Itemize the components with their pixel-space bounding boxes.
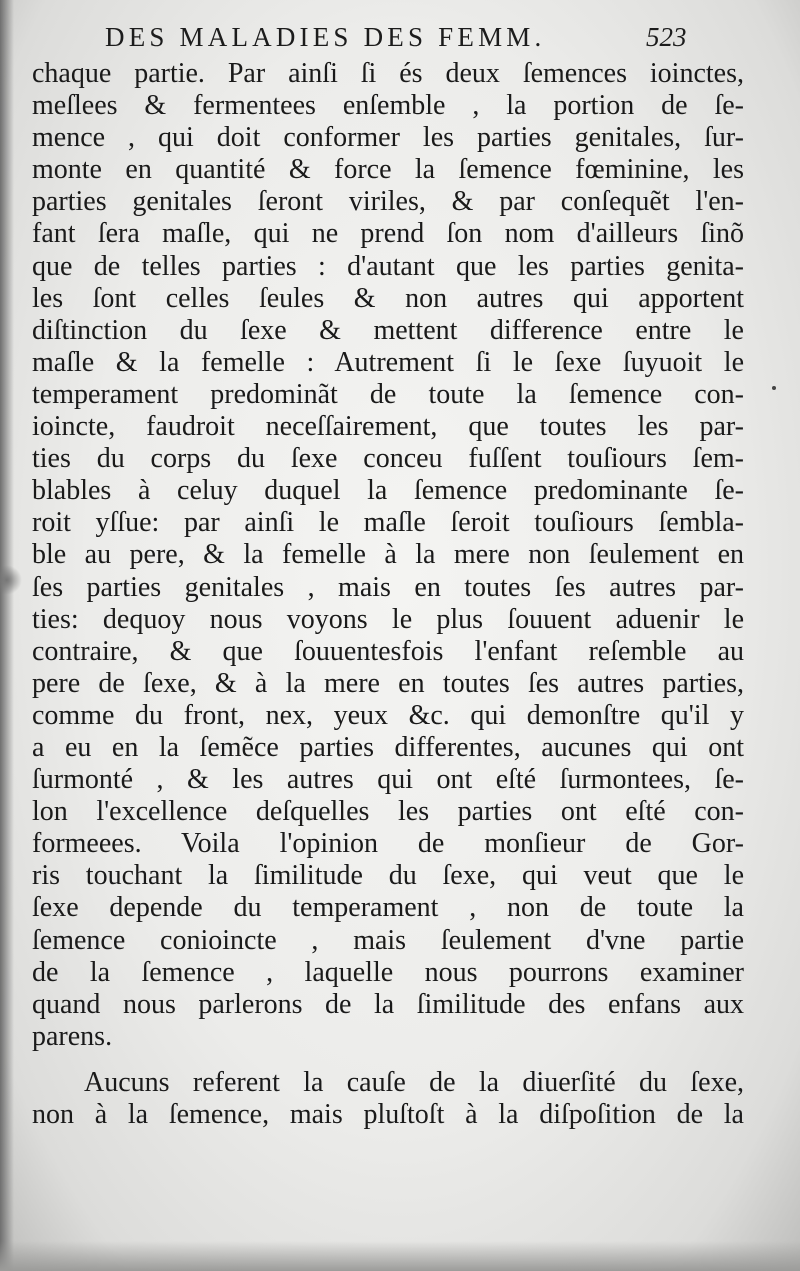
ink-speck [772,386,776,390]
text-line: les ſont celles ſeules & non autres qui apportent [32,282,744,314]
text-line: a eu en la ſemẽce parties differentes, aucunes qui ont [32,731,744,763]
text-line: diſtinction du ſexe & mettent difference entre le [32,314,744,346]
text-line: meſlees & fermentees enſemble , la portion de ſe- [32,90,744,122]
text-line: comme du front, nex, yeux &c. qui demonſtre qu'il y [32,699,744,731]
page-header [0,22,800,58]
text-line: lon l'excellence deſquelles les parties ont eſté con- [32,796,744,828]
text-line: parties genitales ſeront viriles, & par conſequẽt l'en- [32,186,744,218]
text-line: ble au pere, & la femelle à la mere non ſeulement en [32,539,744,571]
text-line: ſexe depende du temperament , non de toute la [32,892,744,924]
text-line: ties: dequoy nous voyons le plus ſouuent aduenir le [32,603,744,635]
text-line: pere de ſexe, & à la mere en toutes ſes autres parties, [32,667,744,699]
text-line: ſemence conioincte , mais ſeulement d'vne partie [32,924,744,956]
text-line: ſes parties genitales , mais en toutes ſes autres par- [32,571,744,603]
text-line: maſle & la femelle : Autrement ſi le ſexe ſuyuoit le [32,346,744,378]
text-line: ſurmonté , & les autres qui ont eſté ſurmontees, ſe- [32,764,744,796]
text-line: roit yſſue: par ainſi le maſle ſeroit touſiours ſembla- [32,507,744,539]
paragraph-gap [32,1053,744,1067]
text-line: blables à celuy duquel la ſemence predominante ſe- [32,475,744,507]
bottom-edge-shadow [0,1241,800,1271]
text-line: mence , qui doit conformer les parties genitales, ſur- [32,122,744,154]
text-line: de la ſemence , laquelle nous pourrons examiner [32,956,744,988]
text-line: non à la ſemence, mais pluſtoſt à la diſpoſition de la [32,1099,744,1130]
text-line: ioincte, faudroit neceſſairement, que toutes les par- [32,411,744,443]
text-line: parens. [32,1020,113,1052]
text-line: que de telles parties : d'autant que les parties genita- [32,250,744,282]
paragraph [32,58,744,1053]
text-line: quand nous parlerons de la ſimilitude des enfans aux [32,988,744,1020]
body-text [32,58,744,1131]
text-line: fant ſera maſle, qui ne prend ſon nom d'ailleurs ſinõ [32,218,744,250]
ink-smudge [0,565,22,595]
running-head: DES MALADIES DES FEMM. [105,22,546,52]
text-line: monte en quantité & force la ſemence fœminine, les [32,154,744,186]
page-number: 523 [646,22,687,52]
text-line: ris touchant la ſimilitude du ſexe, qui veut que le [32,860,744,892]
text-line: formeees. Voila l'opinion de monſieur de Gor- [32,828,744,860]
text-line: ties du corps du ſexe conceu fuſſent touſiours ſem- [32,443,744,475]
binding-shadow [0,0,14,1271]
text-line: temperament predominãt de toute la ſemence con- [32,378,744,410]
text-line: Aucuns referent la cauſe de la diuerſité du ſexe, [84,1066,744,1098]
text-line: contraire, & que ſouuentesfois l'enfant reſemble au [32,635,744,667]
text-line: chaque partie. Par ainſi ſi és deux ſemences ioinctes, [32,58,744,89]
paragraph [32,1067,744,1131]
